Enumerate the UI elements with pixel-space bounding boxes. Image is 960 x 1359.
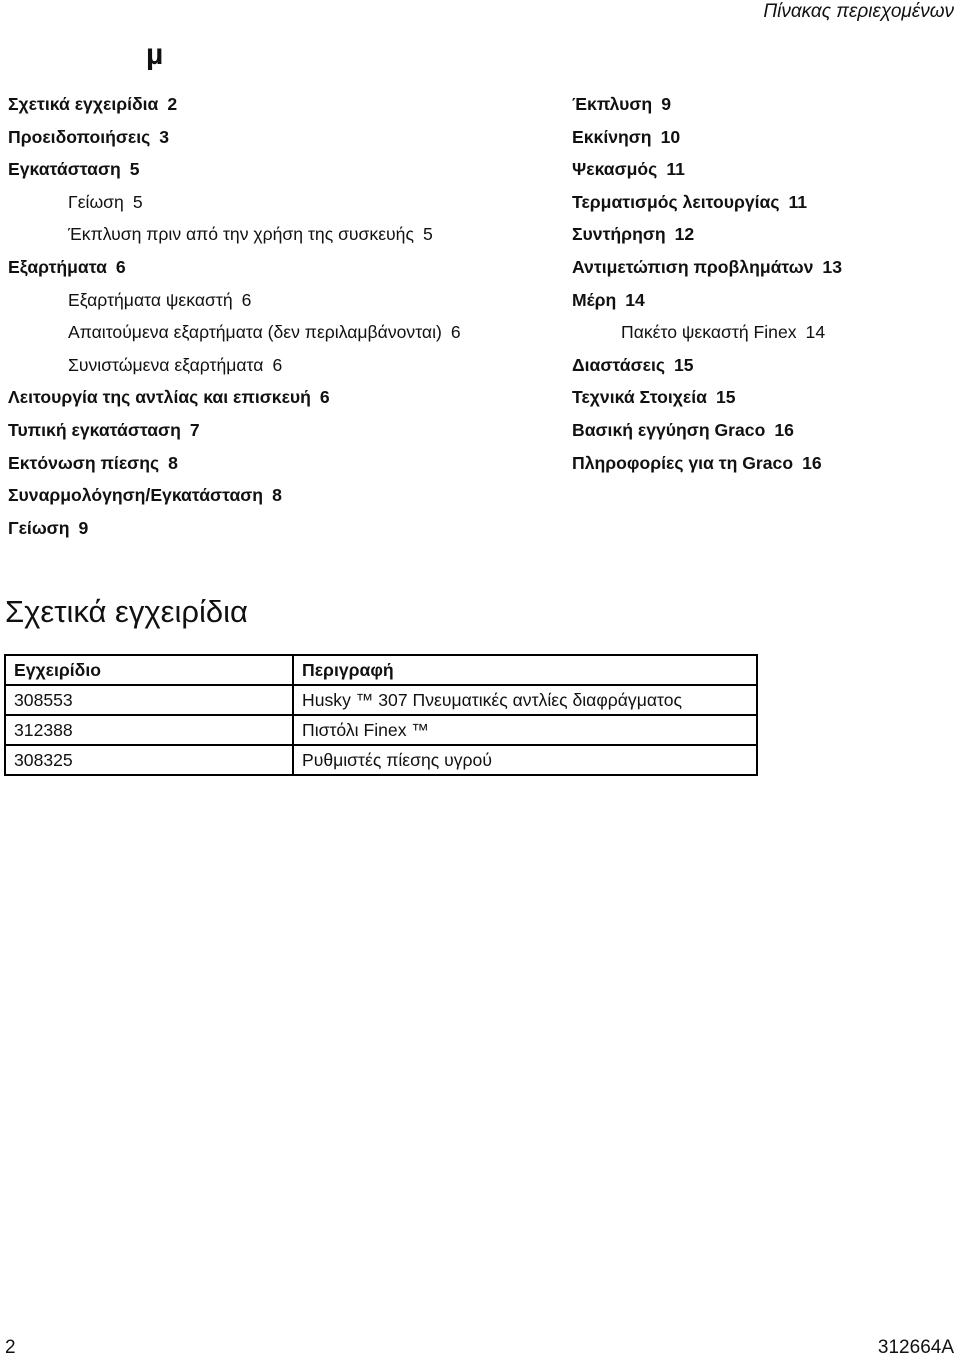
table-row [5, 715, 757, 745]
toc-entry-title: Πακέτο ψεκαστή Finex [621, 322, 797, 343]
toc-right-column [572, 88, 952, 479]
toc-left-column [8, 88, 548, 544]
toc-entry-page: 14 [625, 289, 645, 310]
toc-entry-page: 9 [661, 94, 671, 114]
toc-entry-title: Αντιμετώπιση προβλημάτων [572, 256, 814, 277]
toc-entry-page: 16 [802, 452, 822, 473]
toc-entry[interactable] [572, 218, 952, 251]
toc-entry-page: 6 [450, 322, 461, 343]
toc-entry-page: 11 [788, 191, 808, 212]
toc-entry[interactable] [8, 121, 548, 154]
toc-entry-title: Γείωση [68, 191, 124, 212]
toc-entry-page: 6 [319, 387, 330, 408]
toc-entry[interactable] [572, 349, 952, 382]
toc-entry-title: Έκπλυση [572, 94, 653, 114]
running-head: Πίνακας περιεχομένων [763, 1, 954, 22]
toc-entry-page: 5 [132, 191, 143, 212]
toc-entry-page: 3 [159, 126, 170, 147]
toc-entry[interactable] [572, 121, 952, 154]
manual-number-cell: 308553 [5, 685, 293, 715]
toc-entry-title: Πληροφορίες για τη Graco [572, 452, 794, 473]
toc-entry[interactable] [572, 284, 952, 317]
toc-entry[interactable] [8, 251, 548, 284]
toc-entry-page: 15 [674, 354, 694, 375]
toc-entry-title: Εκκίνηση [572, 126, 652, 147]
toc-entry-page: 5 [129, 159, 140, 180]
toc-entry-title: Γείωση [8, 517, 70, 538]
toc-entry-page: 11 [666, 159, 685, 180]
toc-entry-title: Μέρη [572, 289, 617, 310]
toc-heading: µ [146, 38, 164, 71]
toc-entry[interactable] [8, 88, 548, 121]
toc-entry-title: Λειτουργία της αντλίας και επισκευή [8, 387, 311, 408]
toc-entry-page: 9 [78, 517, 89, 538]
toc-entry-page: 13 [822, 256, 842, 277]
toc-entry-page: 5 [422, 224, 433, 245]
toc-entry-title: Σχετικά εγχειρίδια [8, 94, 159, 114]
toc-entry-page: 16 [774, 419, 794, 440]
toc-entry-title: Συνιστώμενα εξαρτήματα [68, 354, 264, 375]
toc-entry-page: 7 [189, 419, 200, 440]
toc-entry[interactable] [8, 447, 548, 480]
toc-entry[interactable] [572, 186, 952, 219]
toc-entry-title: Έκπλυση πριν από την χρήση της συσκευής [68, 224, 414, 245]
toc-entry[interactable] [572, 153, 952, 186]
toc-entry-page: 10 [660, 126, 681, 147]
toc-entry-title: Βασική εγγύηση Graco [572, 419, 766, 440]
toc-entry-title: Εξαρτήματα ψεκαστή [68, 289, 233, 310]
toc-entry[interactable] [8, 349, 548, 382]
manual-description-cell: Husky ™ 307 Πνευματικές αντλίες διαφράγματος [293, 685, 757, 715]
manual-number-cell: 312388 [5, 715, 293, 745]
toc-entry-title: Εκτόνωση πίεσης [8, 452, 160, 473]
manual-description-cell: Ρυθμιστές πίεσης υγρού [293, 745, 757, 775]
toc-entry-title: Ψεκασμός [572, 159, 658, 180]
toc-entry-page: 2 [167, 94, 178, 114]
table-row [5, 685, 757, 715]
column-header-description: Περιγραφή [293, 655, 757, 685]
toc-entry[interactable] [8, 414, 548, 447]
toc-entry-title: Τυπική εγκατάσταση [8, 419, 181, 440]
toc-entry[interactable] [8, 218, 548, 251]
toc-entry[interactable] [8, 479, 548, 512]
toc-entry[interactable] [8, 316, 548, 349]
table-header-row [5, 655, 757, 685]
manual-number-cell: 308325 [5, 745, 293, 775]
toc-entry-title: Προειδοποιήσεις [8, 126, 151, 147]
toc-entry-title: Συναρμολόγηση/Εγκατάσταση [8, 485, 264, 506]
toc-entry-title: Διαστάσεις [572, 354, 665, 375]
toc-entry-page: 8 [168, 452, 178, 473]
toc-entry-title: Εγκατάσταση [8, 159, 121, 180]
toc-entry[interactable] [8, 186, 548, 219]
toc-entry-page: 6 [115, 256, 126, 277]
column-header-manual: Εγχειρίδιο [5, 655, 293, 685]
toc-entry-page: 6 [241, 289, 252, 310]
toc-entry-page: 6 [272, 354, 283, 375]
toc-entry[interactable] [572, 251, 952, 284]
toc-entry[interactable] [8, 153, 548, 186]
toc-entry-title: Τερματισμός λειτουργίας [572, 191, 780, 212]
toc-entry[interactable] [572, 447, 952, 480]
toc-entry-page: 14 [805, 322, 826, 343]
toc-entry[interactable] [8, 512, 548, 545]
toc-entry[interactable] [8, 284, 548, 317]
related-manuals-title: Σχετικά εγχειρίδια [5, 594, 248, 629]
toc-entry[interactable] [572, 414, 952, 447]
page-number: 2 [5, 1337, 16, 1358]
manual-description-cell: Πιστόλι Finex ™ [293, 715, 757, 745]
toc-entry-page: 15 [715, 387, 736, 408]
toc-entry[interactable] [572, 316, 952, 349]
toc-entry-page: 12 [674, 224, 695, 245]
toc-entry[interactable] [572, 88, 952, 121]
toc-entry-page: 8 [272, 485, 282, 506]
document-code: 312664A [877, 1337, 954, 1358]
toc-entry[interactable] [8, 381, 548, 414]
table-row [5, 745, 757, 775]
toc-entry-title: Εξαρτήματα [8, 256, 107, 277]
toc-entry[interactable] [572, 381, 952, 414]
toc-entry-title: Συντήρηση [572, 224, 666, 245]
toc-entry-title: Απαιτούμενα εξαρτήματα (δεν περιλαμβάνονται) [68, 322, 442, 343]
toc-entry-title: Τεχνικά Στοιχεία [572, 387, 707, 408]
related-manuals-table [4, 654, 758, 776]
